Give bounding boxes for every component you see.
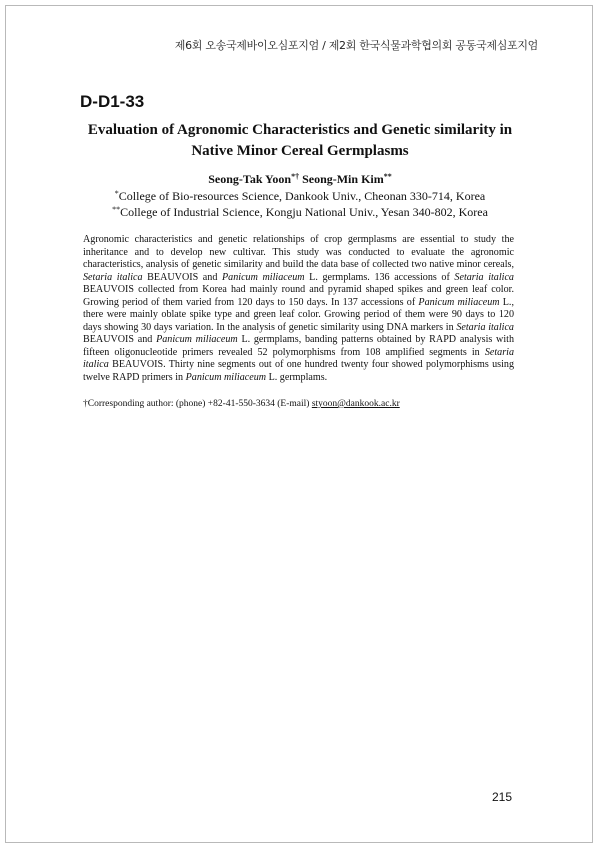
species-name: Panicum miliaceum [418,296,500,308]
abstract-paragraph [83,234,514,384]
author-1: Seong-Tak Yoon [208,172,292,186]
running-header: 제6회 오송국제바이오심포지엄 / 제2회 한국식물과학협의회 공동국제심포지엄 [174,39,538,52]
affiliation-1-text: College of Bio-resources Science, Dankook Univ., Cheonan 330-714, Korea [118,189,486,203]
species-name: Panicum miliaceum [222,271,305,283]
author-2-mark: ** [383,172,392,181]
affiliation-1-mark: * [114,189,119,198]
email-link[interactable]: styoon@dankook.ac.kr [311,399,400,409]
corresponding-author [83,399,400,409]
affiliation-2-text: College of Industrial Science, Kongju National Univ., Yesan 340-802, Korea [120,205,488,219]
page-number: 215 [491,790,512,804]
species-name: Setaria italica [83,346,514,370]
abstract-text: L. germplams. [266,371,328,383]
species-name: Setaria italica [454,271,514,283]
title-line-2: Native Minor Cereal Germplasms [191,143,409,159]
abstract-body [83,234,514,384]
affiliation-1 [0,189,600,204]
species-name: Panicum miliaceum [185,371,267,383]
abstract-text: BEAUVOIS. Thirty nine segments out of one hundred twenty four showed polymorphisms using twelve RAPD primers in [83,359,514,383]
abstract-text: BEAUVOIS collected from Korea had mainly round and pyramid shaped spikes and green leaf color. Growing period of them varied from 120 days to 150 days. In 137 accessions of [83,284,514,308]
abstract-text: L., there were mainly oblate spike type and green leaf color. Growing period of them were 90 days to 120 days showing 30 days variation. In the analysis of genetic similarity using DNA markers in [83,296,514,333]
species-name: Setaria italica [83,271,143,283]
affiliation-2 [0,205,600,220]
title-line-1: Evaluation of Agronomic Characteristics and Genetic similarity in [87,122,513,138]
abstract-text: Agronomic characteristics and genetic relationships of crop germplasms are essential to study the inheritance and to develop new cultivar. This study was conducted to evaluate the agronomic characteristics, analysis of genetic similarity and build the data base of collected two native minor cereals, [83,234,514,270]
author-list [60,172,540,187]
paper-title [60,120,540,162]
species-name: Panicum miliaceum [156,334,238,345]
species-name: Setaria italica [456,321,514,333]
abstract-text: BEAUVOIS and [83,334,157,345]
author-1-mark: *† [291,172,300,181]
corresponding-text: †Corresponding author: (phone) +82-41-550-3634 (E-mail) [83,399,312,409]
abstract-text: L. germplams. 136 accessions of [304,271,455,283]
abstract-text: BEAUVOIS and [142,271,222,283]
affiliation-2-mark: ** [112,205,121,214]
abstract-code: D-D1-33 [80,92,145,111]
author-2: Seong-Min Kim [302,172,384,186]
abstract-text: L. germplams, banding patterns obtained by RAPD analysis with fifteen oligonucleotide primers revealed 52 polymorphisms from 108 amplified segments in [83,334,515,358]
